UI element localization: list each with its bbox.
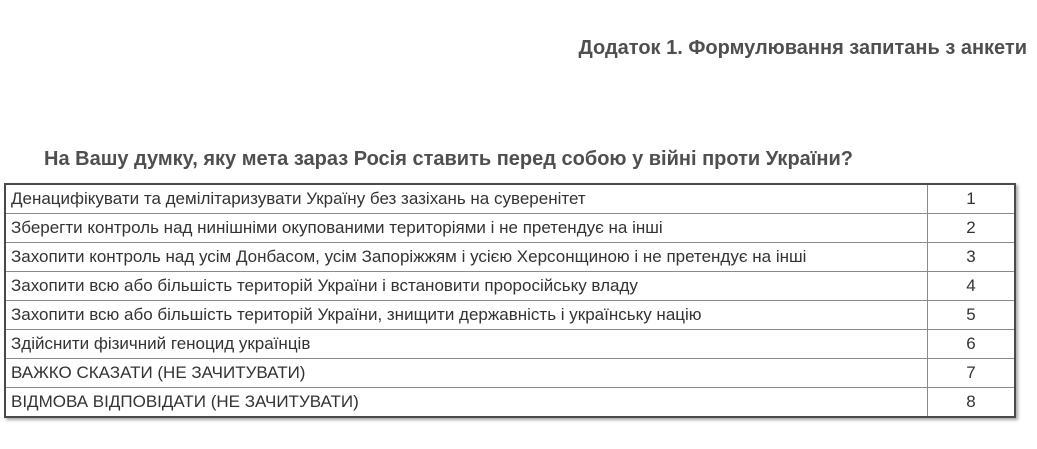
answer-code: 7 (928, 359, 1016, 388)
answer-label: ВАЖКО СКАЗАТИ (НЕ ЗАЧИТУВАТИ) (5, 359, 928, 388)
answer-label: Захопити контроль над усім Донбасом, усім Запоріжжям і усією Херсонщиною і не претендує на інші (5, 243, 928, 272)
answer-code: 5 (928, 301, 1016, 330)
table-row (5, 330, 1015, 359)
table-row (5, 301, 1015, 330)
answer-label: Здійснити фізичний геноцид українців (5, 330, 928, 359)
table-row (5, 359, 1015, 388)
answer-label: Захопити всю або більшість територій України, знищити державність і українську націю (5, 301, 928, 330)
answer-label: Захопити всю або більшість територій України і встановити проросійську владу (5, 272, 928, 301)
table-row (5, 272, 1015, 301)
answer-code: 1 (928, 184, 1016, 214)
answer-code: 3 (928, 243, 1016, 272)
answer-options-table (4, 183, 1016, 418)
table-row (5, 243, 1015, 272)
answer-code: 2 (928, 214, 1016, 243)
answer-label: Денацифікувати та демілітаризувати Україну без зазіхань на суверенітет (5, 184, 928, 214)
table-row (5, 388, 1015, 418)
answer-label: Зберегти контроль над нинішніми окупованими територіями і не претендує на інші (5, 214, 928, 243)
table-row (5, 214, 1015, 243)
table-row (5, 184, 1015, 214)
answer-code: 6 (928, 330, 1016, 359)
question-text: На Вашу думку, яку мета зараз Росія ставить перед собою у війні проти України? (44, 148, 853, 170)
answer-code: 4 (928, 272, 1016, 301)
appendix-title: Додаток 1. Формулювання запитань з анкети (578, 37, 1027, 59)
answer-label: ВІДМОВА ВІДПОВІДАТИ (НЕ ЗАЧИТУВАТИ) (5, 388, 928, 418)
answer-code: 8 (928, 388, 1016, 418)
